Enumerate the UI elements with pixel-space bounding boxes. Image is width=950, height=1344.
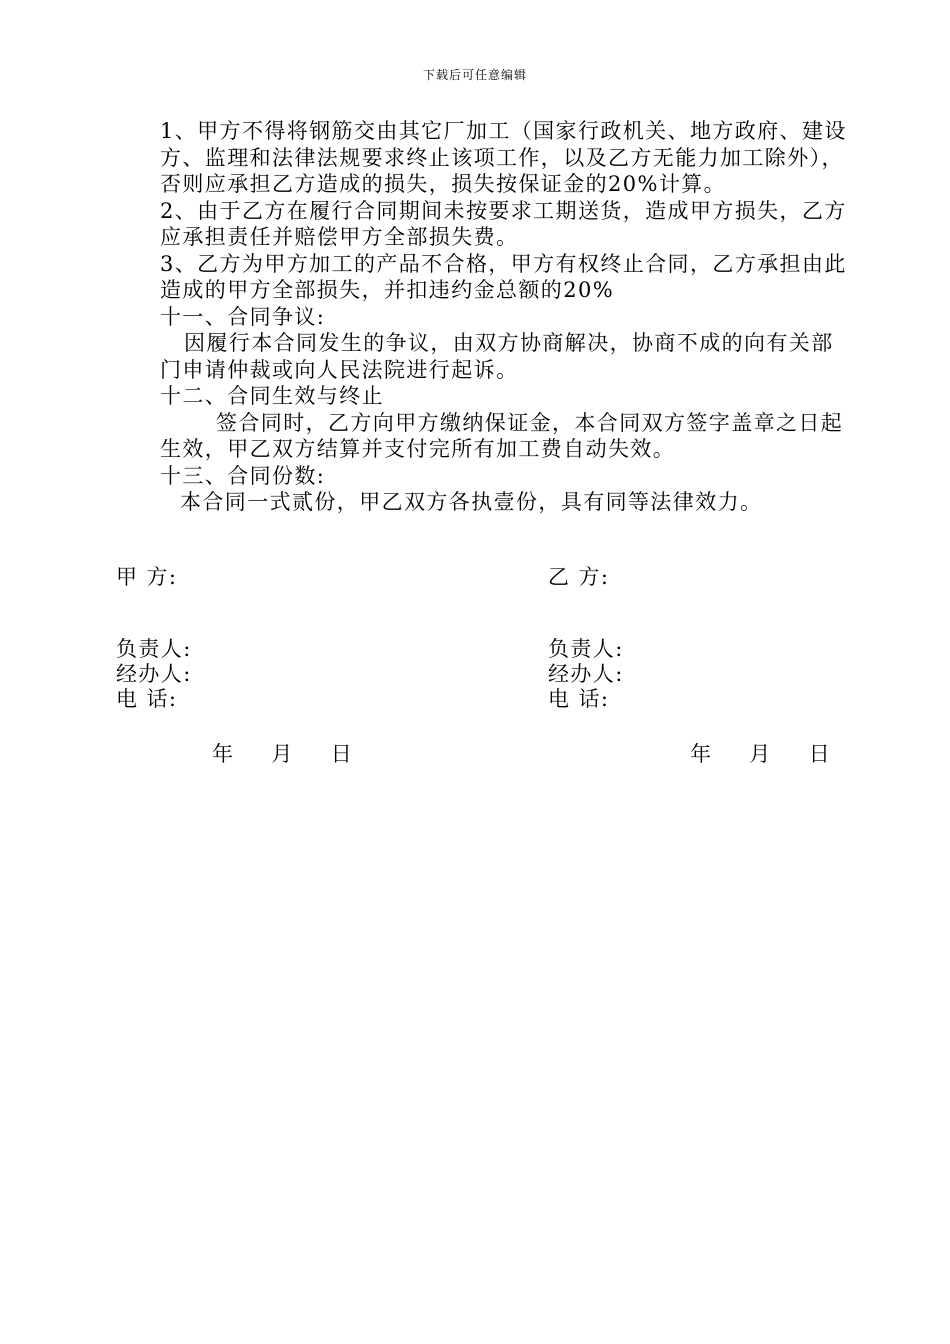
- party-b-label: 乙 方:: [548, 565, 610, 589]
- section-12-body: 签合同时，乙方向甲方缴纳保证金，本合同双方签字盖章之日起生效，甲乙双方结算并支付完所有加工费自动失效。: [160, 410, 844, 461]
- clause-2: 2、由于乙方在履行合同期间未按要求工期送货，造成甲方损失，乙方应承担责任并赔偿甲方全部损失费。: [160, 198, 847, 249]
- party-a-responsible-label: 负责人:: [116, 637, 192, 661]
- contract-body: [160, 118, 850, 516]
- party-b-date: [690, 738, 831, 768]
- party-a-date-day: 日: [330, 742, 353, 766]
- party-a-date: [212, 738, 353, 768]
- party-b-date-day: 日: [808, 742, 831, 766]
- party-b-signature-block: [548, 637, 624, 712]
- page-header: 下载后可任意编辑: [422, 68, 527, 82]
- party-a-phone-label: 电 话:: [116, 687, 178, 711]
- section-11-title: 十一、合同争议:: [160, 304, 326, 329]
- party-a-date-year: 年: [212, 742, 234, 766]
- party-a-label: 甲 方:: [116, 565, 178, 589]
- party-b-handler-label: 经办人:: [548, 662, 624, 686]
- party-b-responsible-label: 负责人:: [548, 637, 624, 661]
- party-b-date-month: 月: [749, 742, 772, 766]
- party-a-signature-block: [116, 637, 192, 712]
- party-a-handler-label: 经办人:: [116, 662, 192, 686]
- party-b-date-year: 年: [690, 742, 712, 766]
- section-11-body: 因履行本合同发生的争议，由双方协商解决，协商不成的向有关部门申请仲裁或向人民法院进行起诉。: [160, 331, 834, 382]
- clause-3: 3、乙方为甲方加工的产品不合格，甲方有权终止合同，乙方承担由此造成的甲方全部损失，并扣违约金总额的20%: [160, 251, 847, 302]
- section-13-title: 十三、合同份数:: [160, 463, 326, 488]
- clause-1: 1、甲方不得将钢筋交由其它厂加工（国家行政机关、地方政府、建设方、监理和法律法规要求终止该项工作，以及乙方无能力加工除外），否则应承担乙方造成的损失，损失按保证金的20%计算。: [160, 119, 847, 196]
- party-a-date-month: 月: [271, 742, 294, 766]
- party-b-phone-label: 电 话:: [548, 687, 610, 711]
- section-13-body: 本合同一式贰份，甲乙双方各执壹份，具有同等法律效力。: [180, 490, 763, 514]
- section-12-title: 十二、合同生效与终止: [160, 384, 384, 408]
